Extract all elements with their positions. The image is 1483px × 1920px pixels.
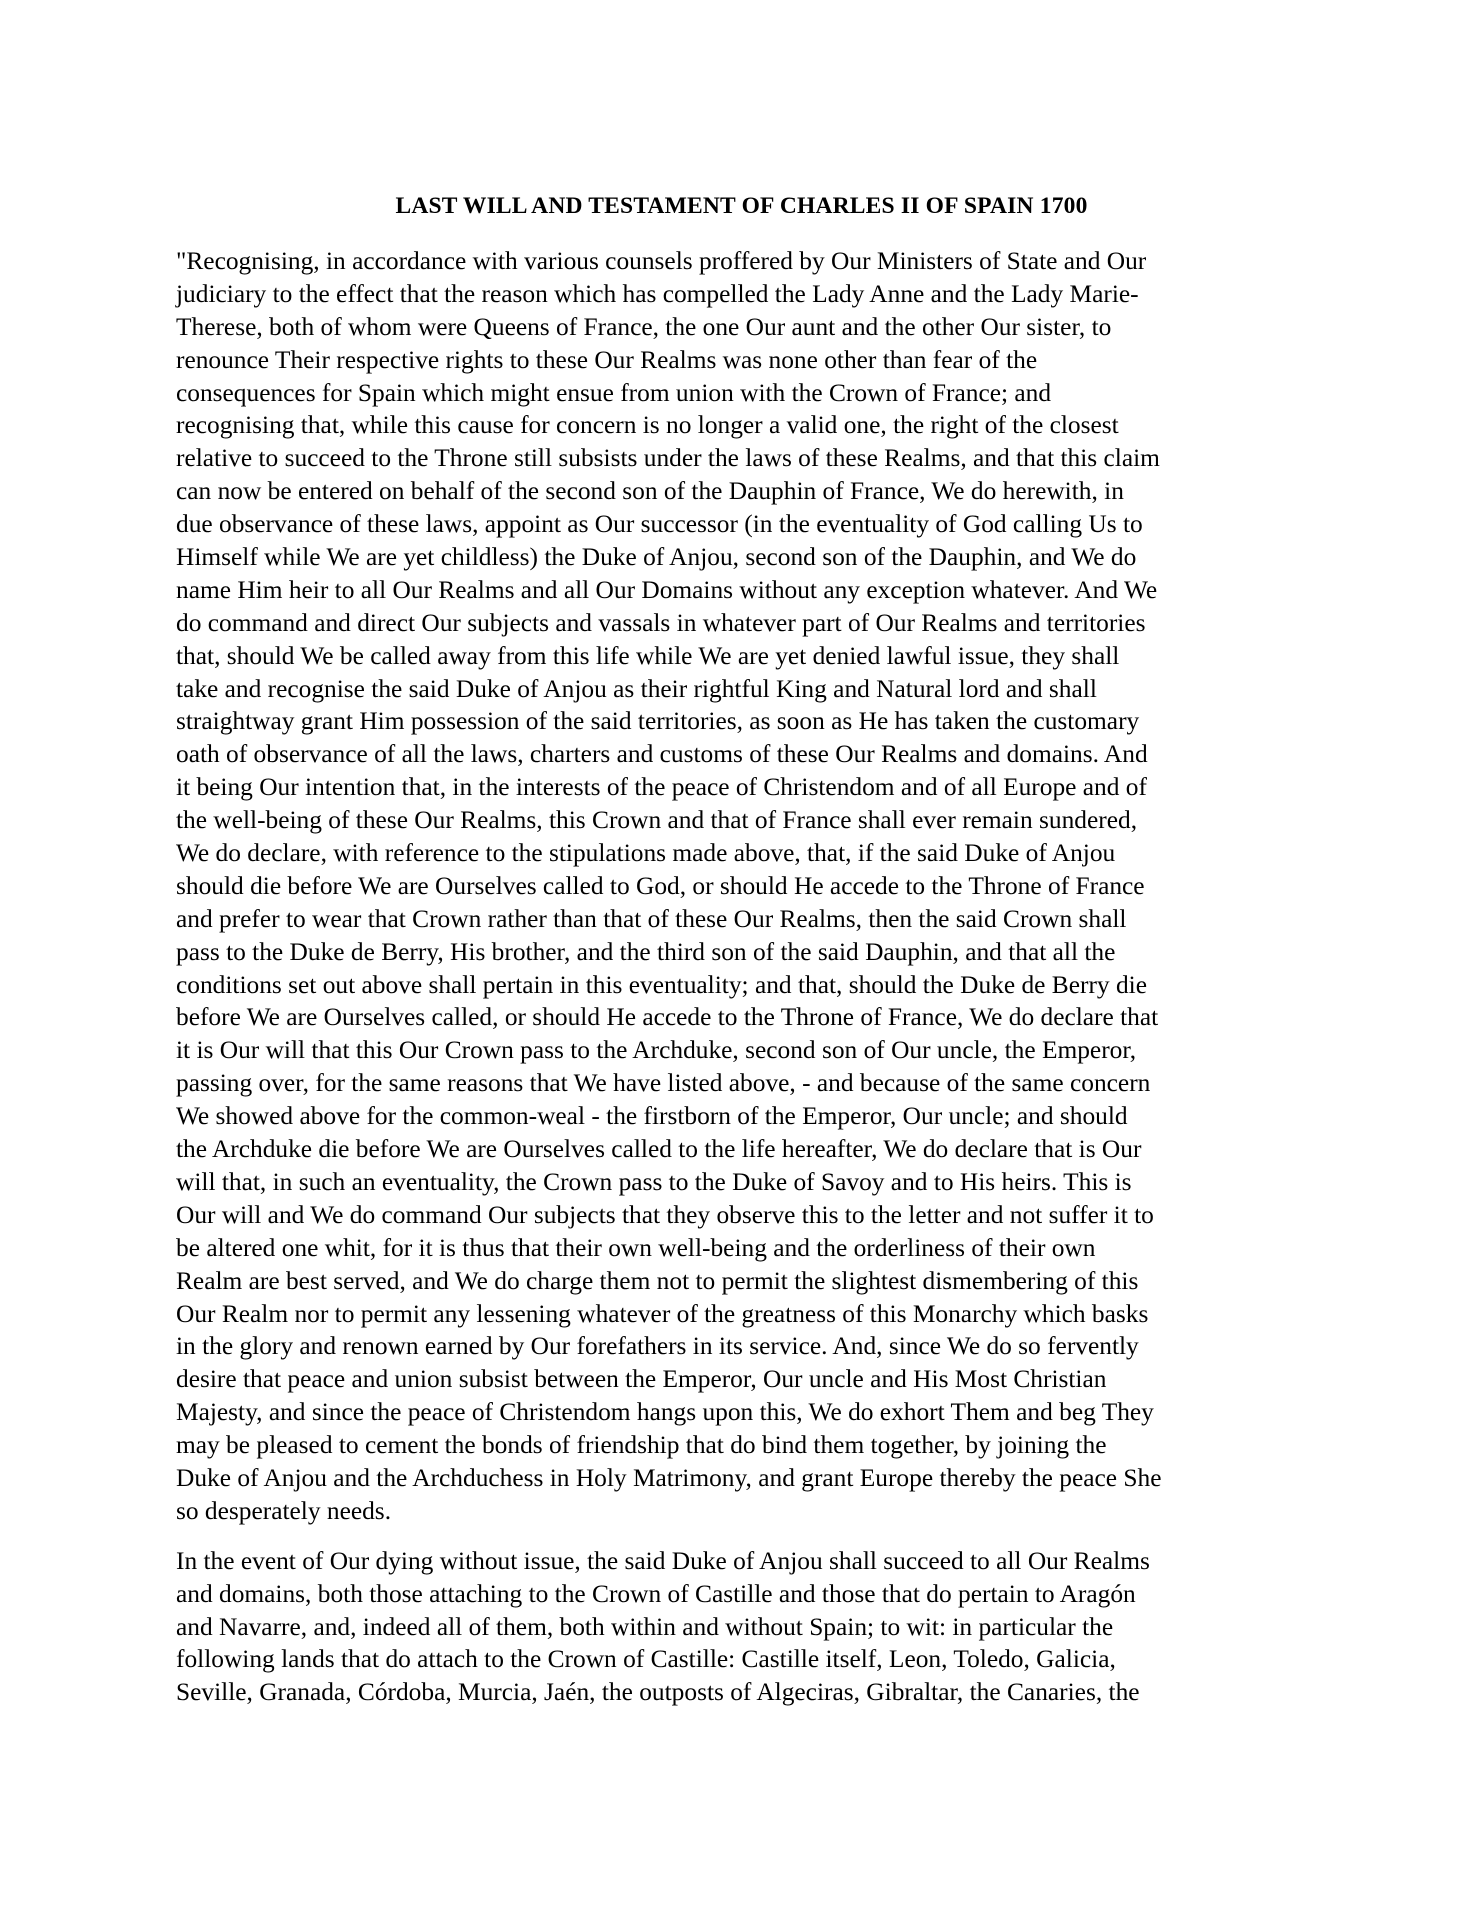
paragraph xyxy=(176,245,1306,1528)
text-line: renounce Their respective rights to these Our Realms was none other than fear of the xyxy=(176,345,1038,374)
text-line: may be pleased to cement the bonds of friendship that do bind them together, by joining the xyxy=(176,1431,1107,1460)
text-line: do command and direct Our subjects and vassals in whatever part of Our Realms and territories xyxy=(176,608,1146,637)
text-line: and prefer to wear that Crown rather than that of these Our Realms, then the said Crown shall xyxy=(176,904,1127,933)
text-line: name Him heir to all Our Realms and all Our Domains without any exception whatever. And We xyxy=(176,575,1158,604)
text-line: that, should We be called away from this life while We are yet denied lawful issue, they shall xyxy=(176,641,1120,670)
text-line: can now be entered on behalf of the second son of the Dauphin of France, We do herewith, in xyxy=(176,477,1124,506)
text-line: so desperately needs. xyxy=(176,1496,392,1525)
text-line: it is Our will that this Our Crown pass to the Archduke, second son of Our uncle, the Emperor, xyxy=(176,1036,1137,1065)
text-line: be altered one whit, for it is thus that their own well-being and the orderliness of their own xyxy=(176,1233,1096,1262)
text-line: "Recognising, in accordance with various counsels proffered by Our Ministers of State and Our xyxy=(176,247,1147,275)
text-line: the Archduke die before We are Ourselves called to the life hereafter, We do declare that is Our xyxy=(176,1135,1142,1164)
text-line: relative to succeed to the Throne still subsists under the laws of these Realms, and that this claim xyxy=(176,444,1160,473)
text-line: Our Realm nor to permit any lessening whatever of the greatness of this Monarchy which basks xyxy=(176,1299,1149,1328)
text-line: Realm are best served, and We do charge them not to permit the slightest dismembering of this xyxy=(176,1266,1139,1295)
text-line: judiciary to the effect that the reason which has compelled the Lady Anne and the Lady Marie- xyxy=(176,279,1139,308)
text-line: We showed above for the common-weal - the firstborn of the Emperor, Our uncle; and should xyxy=(176,1102,1128,1131)
text-line: Our will and We do command Our subjects that they observe this to the letter and not suffer it to xyxy=(176,1200,1154,1229)
text-line: In the event of Our dying without issue, the said Duke of Anjou shall succeed to all Our Realms xyxy=(176,1546,1150,1575)
text-line: Majesty, and since the peace of Christendom hangs upon this, We do exhort Them and beg They xyxy=(176,1398,1154,1427)
text-line: and domains, both those attaching to the Crown of Castille and those that do pertain to Aragón xyxy=(176,1579,1136,1608)
text-line: Therese, both of whom were Queens of France, the one Our aunt and the other Our sister, to xyxy=(176,312,1112,341)
text-line: take and recognise the said Duke of Anjou as their rightful King and Natural lord and shall xyxy=(176,674,1097,703)
document-title: LAST WILL AND TESTAMENT OF CHARLES II OF SPAIN 1700 xyxy=(395,193,1088,219)
text-line: straightway grant Him possession of the said territories, as soon as He has taken the customary xyxy=(176,707,1140,736)
text-line: consequences for Spain which might ensue from union with the Crown of France; and xyxy=(176,378,1052,407)
text-line: the well-being of these Our Realms, this Crown and that of France shall ever remain sundered, xyxy=(176,806,1138,835)
text-line: before We are Ourselves called, or should He accede to the Throne of France, We do declare that xyxy=(176,1003,1159,1032)
text-line: Seville, Granada, Córdoba, Murcia, Jaén, the outposts of Algeciras, Gibraltar, the Canaries, the xyxy=(176,1678,1140,1707)
text-line: Himself while We are yet childless) the Duke of Anjou, second son of the Dauphin, and We do xyxy=(176,543,1137,572)
text-line: it being Our intention that, in the interests of the peace of Christendom and of all Europe and of xyxy=(176,773,1147,802)
text-line: conditions set out above shall pertain in this eventuality; and that, should the Duke de Berry die xyxy=(176,970,1147,999)
text-line: desire that peace and union subsist between the Emperor, Our uncle and His Most Christian xyxy=(176,1365,1107,1394)
text-line: should die before We are Ourselves called to God, or should He accede to the Throne of France xyxy=(176,871,1145,900)
text-line: passing over, for the same reasons that We have listed above, - and because of the same concern xyxy=(176,1069,1151,1098)
paragraph xyxy=(176,1545,1306,1709)
text-line: pass to the Duke de Berry, His brother, and the third son of the said Dauphin, and that all the xyxy=(176,937,1116,966)
document-body xyxy=(176,245,1306,1709)
text-line: Duke of Anjou and the Archduchess in Holy Matrimony, and grant Europe thereby the peace She xyxy=(176,1463,1162,1492)
text-line: We do declare, with reference to the stipulations made above, that, if the said Duke of Anjou xyxy=(176,839,1116,868)
text-line: in the glory and renown earned by Our forefathers in its service. And, since We do so fervently xyxy=(176,1332,1139,1361)
text-line: oath of observance of all the laws, charters and customs of these Our Realms and domains. And xyxy=(176,740,1148,769)
text-line: due observance of these laws, appoint as Our successor (in the eventuality of God calling Us to xyxy=(176,510,1143,539)
text-line: will that, in such an eventuality, the Crown pass to the Duke of Savoy and to His heirs. This is xyxy=(176,1167,1132,1196)
text-line: recognising that, while this cause for concern is no longer a valid one, the right of the closest xyxy=(176,411,1119,440)
text-line: following lands that do attach to the Crown of Castille: Castille itself, Leon, Toledo, Galicia, xyxy=(176,1645,1116,1674)
text-line: and Navarre, and, indeed all of them, both within and without Spain; to wit: in particular the xyxy=(176,1612,1114,1641)
